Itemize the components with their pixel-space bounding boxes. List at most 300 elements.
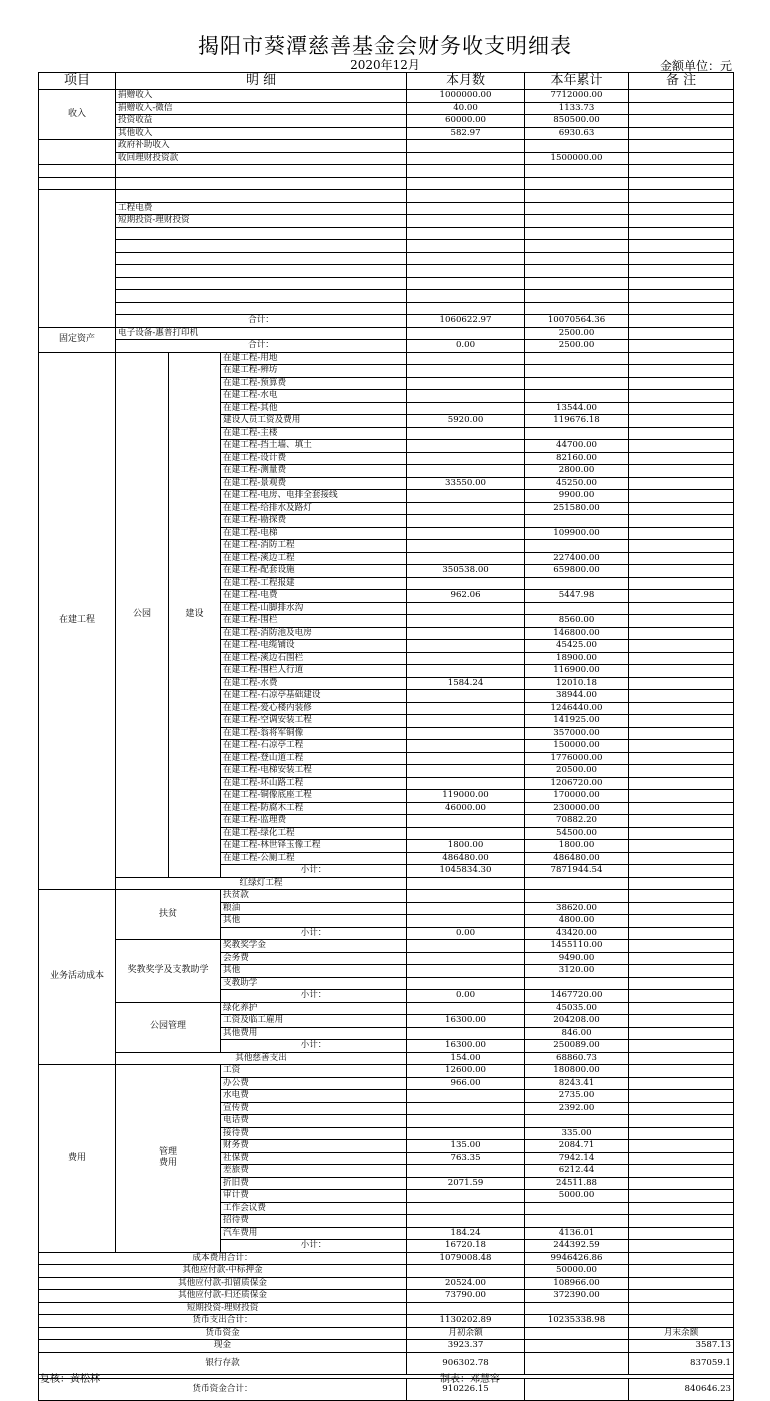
row-year-amount: 13544.00 xyxy=(525,402,629,415)
row-month-amount: 486480.00 xyxy=(407,852,525,865)
row-year-amount: 230000.00 xyxy=(525,802,629,815)
row-year-amount: 6212.44 xyxy=(525,1165,629,1178)
row-detail: 在建工程-水费 xyxy=(221,677,407,690)
row-detail: 在建工程-电梯 xyxy=(221,527,407,540)
row-note xyxy=(629,890,734,903)
table-row xyxy=(39,115,734,128)
row-note xyxy=(629,1002,734,1015)
row-detail: 工作会议费 xyxy=(221,1202,407,1215)
row-detail: 在建工程-挡土墙、填土 xyxy=(221,440,407,453)
row-month-amount: 350538.00 xyxy=(407,565,525,578)
row-month-amount xyxy=(407,252,525,265)
row-year-amount: 659800.00 xyxy=(525,565,629,578)
row-year-amount xyxy=(525,140,629,153)
category-expense: 费用 xyxy=(39,1065,116,1253)
row-detail: 小计： xyxy=(221,1040,407,1053)
table-row xyxy=(39,227,734,240)
row-month-amount xyxy=(407,552,525,565)
row-year-amount: 9946426.86 xyxy=(525,1252,629,1265)
row-note xyxy=(629,1177,734,1190)
row-month-amount xyxy=(407,915,525,928)
row-month-amount xyxy=(407,427,525,440)
row-note xyxy=(629,452,734,465)
row-month-amount: 73790.00 xyxy=(407,1290,525,1303)
row-note xyxy=(629,740,734,753)
row-note xyxy=(629,277,734,290)
row-year-amount: 108966.00 xyxy=(525,1277,629,1290)
cash-row-closing: 3587.13 xyxy=(629,1340,734,1353)
row-detail xyxy=(116,177,407,190)
table-row xyxy=(39,190,734,203)
row-year-amount: 170000.00 xyxy=(525,790,629,803)
header-month: 本月数 xyxy=(407,73,525,90)
category-poverty: 扶贫 xyxy=(116,890,221,940)
row-month-amount: 763.35 xyxy=(407,1152,525,1165)
row-month-amount xyxy=(407,752,525,765)
row-note xyxy=(629,527,734,540)
row-month-amount: 0.00 xyxy=(407,990,525,1003)
row-detail: 工资 xyxy=(221,1065,407,1078)
row-note xyxy=(629,665,734,678)
row-detail: 折旧费 xyxy=(221,1177,407,1190)
row-month-amount: 20524.00 xyxy=(407,1277,525,1290)
row-year-amount xyxy=(525,365,629,378)
row-detail: 在建工程-溪边工程 xyxy=(221,552,407,565)
money-total-row-empty xyxy=(525,1378,629,1400)
row-year-amount xyxy=(525,540,629,553)
row-month-amount xyxy=(407,1002,525,1015)
row-year-amount: 850500.00 xyxy=(525,115,629,128)
row-detail: 在建工程-翁将军铜像 xyxy=(221,727,407,740)
row-month-amount: 1000000.00 xyxy=(407,90,525,103)
row-detail: 接待费 xyxy=(221,1127,407,1140)
row-year-amount: 70882.20 xyxy=(525,815,629,828)
row-detail: 其他应付款-扣留质保金 xyxy=(39,1277,407,1290)
row-note xyxy=(629,1202,734,1215)
row-detail: 小计： xyxy=(221,1240,407,1253)
row-detail: 在建工程-勘探费 xyxy=(221,515,407,528)
money-total-row xyxy=(39,1378,734,1400)
category-build: 建设 xyxy=(169,352,221,877)
row-year-amount: 43420.00 xyxy=(525,927,629,940)
row-year-amount: 2735.00 xyxy=(525,1090,629,1103)
row-month-amount xyxy=(407,965,525,978)
row-note xyxy=(629,265,734,278)
row-year-amount: 18900.00 xyxy=(525,652,629,665)
category-management-fee: 管理 费用 xyxy=(116,1065,221,1253)
row-note xyxy=(629,1115,734,1128)
row-detail: 绿化养护 xyxy=(221,1002,407,1015)
row-month-amount xyxy=(407,152,525,165)
category-income: 收入 xyxy=(39,90,116,140)
row-detail: 扶贫款 xyxy=(221,890,407,903)
row-detail: 其他慈善支出 xyxy=(116,1052,407,1065)
row-month-amount xyxy=(407,390,525,403)
row-year-amount: 109900.00 xyxy=(525,527,629,540)
row-note xyxy=(629,1190,734,1203)
row-month-amount xyxy=(407,890,525,903)
row-detail xyxy=(116,265,407,278)
row-note xyxy=(629,377,734,390)
category-business-cost: 业务活动成本 xyxy=(39,890,116,1065)
row-year-amount: 20500.00 xyxy=(525,765,629,778)
row-note xyxy=(629,990,734,1003)
row-month-amount xyxy=(407,1090,525,1103)
row-year-amount: 4800.00 xyxy=(525,915,629,928)
row-month-amount xyxy=(407,715,525,728)
row-year-amount: 7942.14 xyxy=(525,1152,629,1165)
row-month-amount: 1584.24 xyxy=(407,677,525,690)
category-fixed-assets: 固定资产 xyxy=(39,327,116,352)
row-note xyxy=(629,177,734,190)
row-detail: 在建工程-铜像底座工程 xyxy=(221,790,407,803)
row-detail: 电子设备-惠普打印机 xyxy=(116,327,407,340)
row-year-amount: 45250.00 xyxy=(525,477,629,490)
row-year-amount: 372390.00 xyxy=(525,1290,629,1303)
row-year-amount: 846.00 xyxy=(525,1027,629,1040)
row-note xyxy=(629,1140,734,1153)
row-month-amount xyxy=(407,902,525,915)
report-title: 揭阳市葵潭慈善基金会财务收支明细表 xyxy=(198,34,572,58)
row-detail: 财务费 xyxy=(221,1140,407,1153)
row-note xyxy=(629,427,734,440)
row-year-amount xyxy=(525,427,629,440)
row-note xyxy=(629,1015,734,1028)
row-year-amount: 44700.00 xyxy=(525,440,629,453)
row-note xyxy=(629,1165,734,1178)
row-month-amount xyxy=(407,227,525,240)
row-detail: 短期投资-理财投资 xyxy=(116,215,407,228)
row-detail: 在建工程-林世铎玉像工程 xyxy=(221,840,407,853)
row-detail xyxy=(116,290,407,303)
row-note xyxy=(629,565,734,578)
row-note xyxy=(629,1290,734,1303)
row-note xyxy=(629,1227,734,1240)
row-year-amount: 24511.88 xyxy=(525,1177,629,1190)
row-detail: 建设人员工资及费用 xyxy=(221,415,407,428)
row-note xyxy=(629,240,734,253)
row-detail: 在建工程-主楼 xyxy=(221,427,407,440)
row-month-amount xyxy=(407,402,525,415)
row-detail: 红绿灯工程 xyxy=(116,877,407,890)
preparer-signature: 制表：邓慧容 xyxy=(440,1374,500,1385)
row-note xyxy=(629,865,734,878)
row-year-amount: 9490.00 xyxy=(525,952,629,965)
row-month-amount: 60000.00 xyxy=(407,115,525,128)
row-detail: 在建工程-消防池及电房 xyxy=(221,627,407,640)
row-year-amount: 2084.71 xyxy=(525,1140,629,1153)
row-detail: 成本费用合计： xyxy=(39,1252,407,1265)
row-detail: 在建工程-电房、电排全套接线 xyxy=(221,490,407,503)
row-year-amount: 1206720.00 xyxy=(525,777,629,790)
row-year-amount: 1467720.00 xyxy=(525,990,629,1003)
row-detail xyxy=(116,252,407,265)
row-month-amount: 46000.00 xyxy=(407,802,525,815)
row-month-amount xyxy=(407,527,525,540)
row-year-amount: 1133.73 xyxy=(525,102,629,115)
row-note xyxy=(629,940,734,953)
row-year-amount xyxy=(525,302,629,315)
row-month-amount xyxy=(407,602,525,615)
row-year-amount: 1500000.00 xyxy=(525,152,629,165)
row-detail: 在建工程-溪边石围栏 xyxy=(221,652,407,665)
row-note xyxy=(629,115,734,128)
row-month-amount: 119000.00 xyxy=(407,790,525,803)
row-note xyxy=(629,477,734,490)
row-year-amount xyxy=(525,877,629,890)
row-note xyxy=(629,790,734,803)
row-note xyxy=(629,215,734,228)
row-detail: 在建工程-围栏人行道 xyxy=(221,665,407,678)
bank-row-closing: 837059.1 xyxy=(629,1352,734,1374)
row-detail: 在建工程-山脚排水沟 xyxy=(221,602,407,615)
row-year-amount: 141925.00 xyxy=(525,715,629,728)
row-year-amount xyxy=(525,290,629,303)
row-detail: 在建工程-辨坊 xyxy=(221,365,407,378)
row-detail: 在建工程-给排水及路灯 xyxy=(221,502,407,515)
row-month-amount xyxy=(407,1027,525,1040)
row-year-amount: 8560.00 xyxy=(525,615,629,628)
row-year-amount: 54500.00 xyxy=(525,827,629,840)
row-note xyxy=(629,877,734,890)
row-detail: 在建工程-预算费 xyxy=(221,377,407,390)
row-note xyxy=(629,702,734,715)
row-note xyxy=(629,677,734,690)
row-note xyxy=(629,727,734,740)
row-detail: 在建工程-登山道工程 xyxy=(221,752,407,765)
row-detail: 短期投资-理财投资 xyxy=(39,1302,407,1315)
row-year-amount: 8243.41 xyxy=(525,1077,629,1090)
row-detail: 捐赠收入 xyxy=(116,90,407,103)
row-note xyxy=(629,102,734,115)
row-detail: 收回理财投资款 xyxy=(116,152,407,165)
row-month-amount: 1045834.30 xyxy=(407,865,525,878)
row-month-amount xyxy=(407,440,525,453)
table-row xyxy=(39,265,734,278)
row-note xyxy=(629,502,734,515)
row-detail: 奖教奖学金 xyxy=(221,940,407,953)
row-note xyxy=(629,1252,734,1265)
row-detail: 在建工程-其他 xyxy=(221,402,407,415)
row-note xyxy=(629,302,734,315)
money-total-row-closing: 840646.23 xyxy=(629,1378,734,1400)
table-row xyxy=(39,102,734,115)
row-year-amount: 2800.00 xyxy=(525,465,629,478)
row-year-amount xyxy=(525,1115,629,1128)
row-year-amount xyxy=(525,252,629,265)
row-detail: 在建工程-水电 xyxy=(221,390,407,403)
row-month-amount xyxy=(407,277,525,290)
row-note xyxy=(629,290,734,303)
table-row xyxy=(39,240,734,253)
reviewer-signature: 复核：黄松林 xyxy=(40,1374,100,1385)
row-note xyxy=(629,777,734,790)
row-detail xyxy=(116,227,407,240)
row-detail: 其他应付款-中标押金 xyxy=(39,1265,407,1278)
row-note xyxy=(629,152,734,165)
table-row xyxy=(39,1252,734,1265)
row-year-amount xyxy=(525,352,629,365)
row-month-amount xyxy=(407,215,525,228)
row-year-amount xyxy=(525,577,629,590)
money-total-row-label: 货币资金合计： xyxy=(39,1378,407,1400)
row-year-amount: 486480.00 xyxy=(525,852,629,865)
row-detail: 在建工程-围栏 xyxy=(221,615,407,628)
row-month-amount xyxy=(407,627,525,640)
money-header-row xyxy=(39,1327,734,1340)
table-row xyxy=(39,202,734,215)
table-row xyxy=(39,877,734,890)
bank-row-label: 银行存款 xyxy=(39,1352,407,1374)
row-month-amount xyxy=(407,1102,525,1115)
row-detail: 小计： xyxy=(221,990,407,1003)
row-note xyxy=(629,390,734,403)
row-year-amount: 50000.00 xyxy=(525,1265,629,1278)
row-note xyxy=(629,915,734,928)
row-year-amount: 10070564.36 xyxy=(525,315,629,328)
row-month-amount: 135.00 xyxy=(407,1140,525,1153)
row-note xyxy=(629,465,734,478)
row-note xyxy=(629,952,734,965)
row-year-amount xyxy=(525,377,629,390)
row-detail: 汽车费用 xyxy=(221,1227,407,1240)
row-detail: 差旅费 xyxy=(221,1165,407,1178)
header-year: 本年累计 xyxy=(525,73,629,90)
row-month-amount xyxy=(407,290,525,303)
row-year-amount: 227400.00 xyxy=(525,552,629,565)
row-note xyxy=(629,577,734,590)
row-year-amount xyxy=(525,977,629,990)
row-note xyxy=(629,1077,734,1090)
row-year-amount: 2500.00 xyxy=(525,340,629,353)
row-note xyxy=(629,752,734,765)
row-detail: 小计： xyxy=(221,865,407,878)
row-year-amount: 7871944.54 xyxy=(525,865,629,878)
row-note xyxy=(629,802,734,815)
row-month-amount: 966.00 xyxy=(407,1077,525,1090)
row-month-amount: 33550.00 xyxy=(407,477,525,490)
row-detail: 捐赠收入-微信 xyxy=(116,102,407,115)
row-year-amount: 45425.00 xyxy=(525,640,629,653)
row-year-amount: 45035.00 xyxy=(525,1002,629,1015)
bank-row-opening: 906302.78 xyxy=(407,1352,525,1374)
table-row xyxy=(39,90,734,103)
table-row xyxy=(39,215,734,228)
row-year-amount: 38620.00 xyxy=(525,902,629,915)
row-detail: 工程电费 xyxy=(116,202,407,215)
row-month-amount: 16300.00 xyxy=(407,1015,525,1028)
row-detail: 审计费 xyxy=(221,1190,407,1203)
row-note xyxy=(629,515,734,528)
row-note xyxy=(629,690,734,703)
row-month-amount xyxy=(407,1115,525,1128)
row-detail xyxy=(116,165,407,178)
row-year-amount: 82160.00 xyxy=(525,452,629,465)
row-detail: 在建工程-测量费 xyxy=(221,465,407,478)
row-detail: 在建工程-电费 xyxy=(221,590,407,603)
row-note xyxy=(629,1127,734,1140)
row-month-amount xyxy=(407,177,525,190)
row-note xyxy=(629,227,734,240)
row-month-amount xyxy=(407,202,525,215)
cash-row-opening: 3923.37 xyxy=(407,1340,525,1353)
row-detail xyxy=(116,240,407,253)
row-note xyxy=(629,1052,734,1065)
row-month-amount xyxy=(407,577,525,590)
row-detail: 在建工程-工程报建 xyxy=(221,577,407,590)
row-note xyxy=(629,340,734,353)
table-row xyxy=(39,940,734,953)
row-month-amount xyxy=(407,327,525,340)
bank-row xyxy=(39,1352,734,1374)
row-month-amount xyxy=(407,640,525,653)
table-row xyxy=(39,177,734,190)
row-month-amount xyxy=(407,1127,525,1140)
row-detail: 货币支出合计： xyxy=(39,1315,407,1328)
row-month-amount: 154.00 xyxy=(407,1052,525,1065)
row-note xyxy=(629,352,734,365)
row-note xyxy=(629,1240,734,1253)
table-row xyxy=(39,340,734,353)
row-note xyxy=(629,1215,734,1228)
table-row xyxy=(39,277,734,290)
row-month-amount xyxy=(407,1215,525,1228)
header-row xyxy=(39,73,734,90)
header-item: 项目 xyxy=(39,73,116,90)
row-detail: 电话费 xyxy=(221,1115,407,1128)
category-park-management: 公园管理 xyxy=(116,1002,221,1052)
row-detail: 在建工程-环山路工程 xyxy=(221,777,407,790)
row-month-amount xyxy=(407,615,525,628)
row-year-amount xyxy=(525,227,629,240)
row-month-amount xyxy=(407,777,525,790)
row-note xyxy=(629,627,734,640)
row-year-amount: 4136.01 xyxy=(525,1227,629,1240)
row-note xyxy=(629,315,734,328)
row-year-amount: 10235338.98 xyxy=(525,1315,629,1328)
row-detail: 政府补助收入 xyxy=(116,140,407,153)
row-year-amount: 5000.00 xyxy=(525,1190,629,1203)
row-month-amount xyxy=(407,1265,525,1278)
row-month-amount xyxy=(407,140,525,153)
row-detail: 水电费 xyxy=(221,1090,407,1103)
table-row xyxy=(39,127,734,140)
row-month-amount xyxy=(407,665,525,678)
row-note xyxy=(629,1277,734,1290)
row-note xyxy=(629,127,734,140)
row-year-amount: 2500.00 xyxy=(525,327,629,340)
row-note xyxy=(629,977,734,990)
row-year-amount: 1776000.00 xyxy=(525,752,629,765)
row-year-amount xyxy=(525,177,629,190)
row-detail: 在建工程-监理费 xyxy=(221,815,407,828)
row-month-amount xyxy=(407,702,525,715)
row-year-amount: 180800.00 xyxy=(525,1065,629,1078)
row-month-amount: 1060622.97 xyxy=(407,315,525,328)
row-month-amount xyxy=(407,740,525,753)
row-year-amount xyxy=(525,215,629,228)
row-year-amount: 251580.00 xyxy=(525,502,629,515)
row-month-amount xyxy=(407,977,525,990)
row-detail xyxy=(116,277,407,290)
row-year-amount: 357000.00 xyxy=(525,727,629,740)
row-year-amount: 9900.00 xyxy=(525,490,629,503)
row-month-amount: 16720.18 xyxy=(407,1240,525,1253)
row-detail: 在建工程-用地 xyxy=(221,352,407,365)
row-detail: 在建工程-景观费 xyxy=(221,477,407,490)
row-year-amount: 2392.00 xyxy=(525,1102,629,1115)
row-note xyxy=(629,640,734,653)
